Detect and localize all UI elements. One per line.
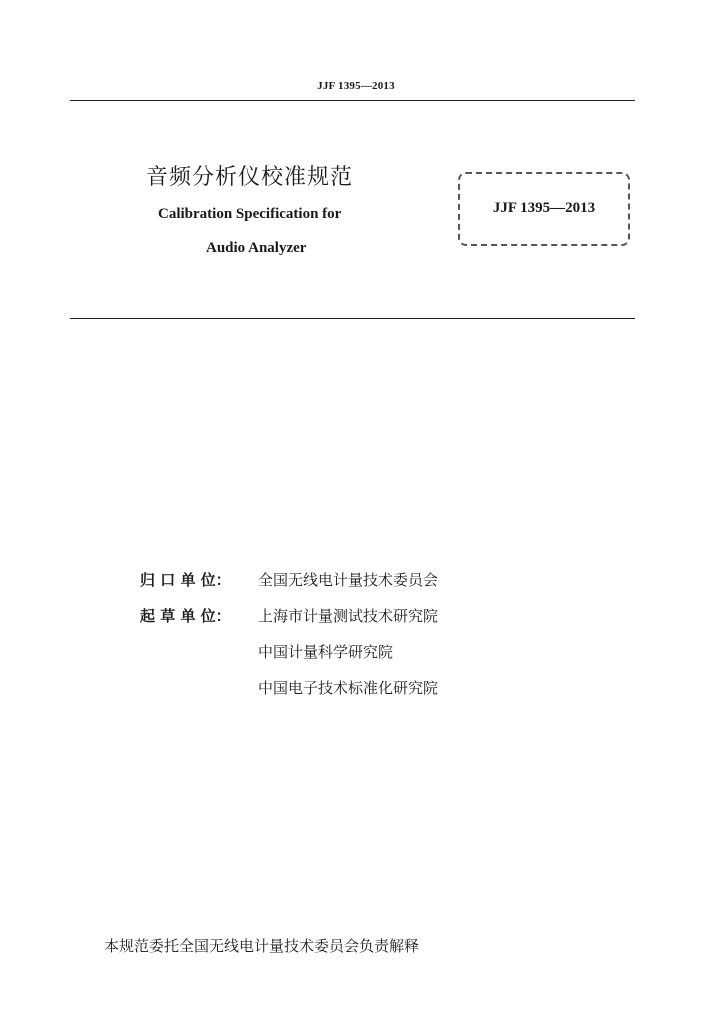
header-code: JJF 1395—2013 xyxy=(317,80,395,92)
drafting-org-row xyxy=(140,641,393,662)
top-rule xyxy=(70,100,635,101)
footer-note: 本规范委托全国无线电计量技术委员会负责解释 xyxy=(104,937,420,955)
middle-rule xyxy=(70,318,635,319)
drafting-org-value: 中国电子技术标准化研究院 xyxy=(258,679,439,697)
drafting-org-row xyxy=(140,605,438,626)
drafting-org-value: 上海市计量测试技术研究院 xyxy=(258,607,439,625)
title-chinese: 音频分析仪校准规范 xyxy=(146,165,354,190)
responsible-org-value: 全国无线电计量技术委员会 xyxy=(258,571,439,589)
drafting-org-value: 中国计量科学研究院 xyxy=(258,643,394,661)
responsible-org-row xyxy=(140,569,438,590)
responsible-org-label: 归 口 单 位： xyxy=(140,571,231,589)
title-english-line1: Calibration Specification for xyxy=(158,206,342,222)
drafting-org-label: 起 草 单 位： xyxy=(140,607,231,625)
code-box-text: JJF 1395—2013 xyxy=(492,200,596,216)
title-english-line2: Audio Analyzer xyxy=(206,240,307,256)
drafting-org-row xyxy=(140,677,438,698)
